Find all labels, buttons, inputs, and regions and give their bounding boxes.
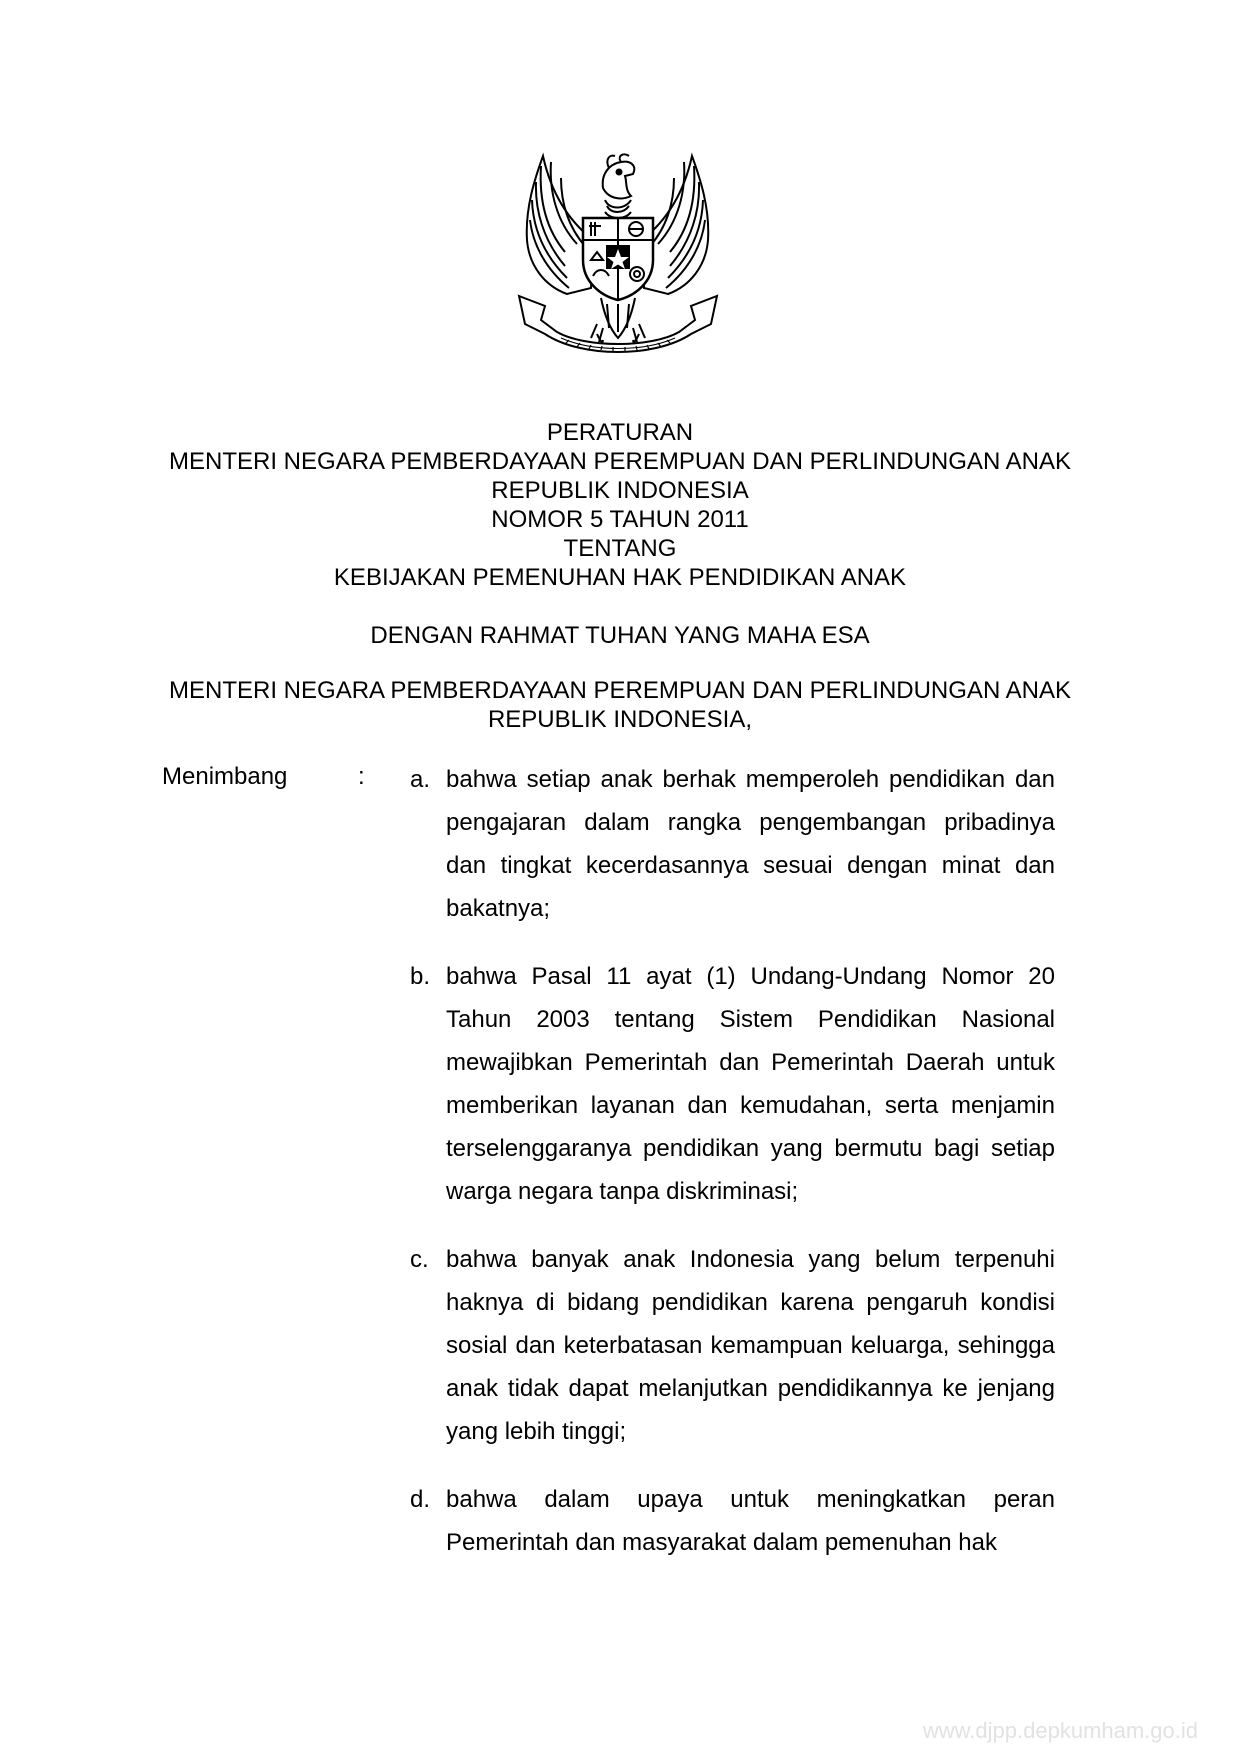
clause-text: bahwa dalam upaya untuk meningkatkan peran Pemerintah dan masyarakat dalam pemenuhan hak (446, 1486, 1055, 1556)
blessing-text: DENGAN RAHMAT TUHAN YANG MAHA ESA (370, 622, 870, 649)
clause-letter: d. (410, 1486, 431, 1513)
clause-letter: c. (410, 1246, 429, 1273)
clause-c (410, 1238, 1055, 1453)
minister-line-ministry: MENTERI NEGARA PEMBERDAYAAN PEREMPUAN DAN PERLINDUNGAN ANAK (169, 677, 1071, 704)
considering-colon: : (358, 763, 365, 790)
heading-line-peraturan: PERATURAN (546, 419, 694, 446)
heading-line-tentang: TENTANG (563, 535, 677, 562)
blessing-line (0, 621, 1240, 650)
heading-line-republic: REPUBLIK INDONESIA (491, 477, 749, 504)
clause-a (410, 758, 1055, 930)
clause-b (410, 955, 1055, 1213)
minister-title (0, 676, 1240, 734)
regulation-heading (0, 418, 1240, 592)
clause-d (410, 1478, 1055, 1564)
heading-line-ministry: MENTERI NEGARA PEMBERDAYAAN PEREMPUAN DAN PERLINDUNGAN ANAK (169, 448, 1071, 475)
minister-line-republic: REPUBLIK INDONESIA, (487, 706, 753, 733)
clause-letter: a. (410, 766, 431, 793)
garuda-pancasila-emblem-icon (505, 148, 730, 390)
heading-line-number: NOMOR 5 TAHUN 2011 (491, 506, 749, 533)
clause-text: bahwa Pasal 11 ayat (1) Undang-Undang Nomor 20 Tahun 2003 tentang Sistem Pendidikan Nasional mewajibkan Pemerintah dan Pemerintah Daerah untuk memberikan layanan dan kemudahan, serta menjamin terselenggaranya pendidikan yang bermutu bagi setiap warga negara tanpa diskriminasi; (446, 963, 1055, 1205)
clause-text: bahwa banyak anak Indonesia yang belum terpenuhi haknya di bidang pendidikan karena pengaruh kondisi sosial dan keterbatasan kemampuan keluarga, sehingga anak tidak dapat melanjutkan pendidikannya ke jenjang yang lebih tinggi; (446, 1246, 1055, 1445)
website-watermark: www.djpp.depkumham.go.id (922, 1718, 1198, 1743)
considering-label: Menimbang (162, 763, 288, 790)
clause-text: bahwa setiap anak berhak memperoleh pendidikan dan pengajaran dalam rangka pengembangan pribadinya dan tingkat kecerdasannya sesuai dengan minat dan bakatnya; (446, 766, 1055, 922)
heading-line-subject: KEBIJAKAN PEMENUHAN HAK PENDIDIKAN ANAK (333, 564, 907, 591)
clause-letter: b. (410, 963, 431, 990)
